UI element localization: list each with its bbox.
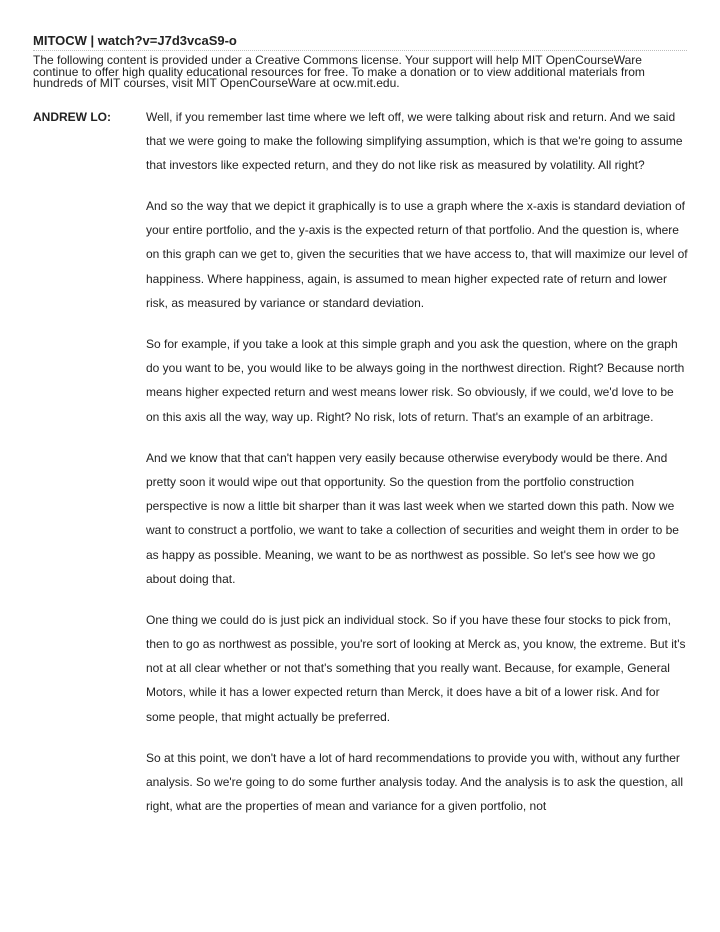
transcript-paragraph: So at this point, we don't have a lot of hard recommendations to provide you with, without any further analysis. So we're going to do some further analysis today. And the analysis is to ask the question, all right, what are the properties of mean and variance for a given portfolio, not [146, 751, 684, 814]
transcript-paragraph: One thing we could do is just pick an individual stock. So if you have these four stocks to pick from, then to go as northwest as possible, you're sort of looking at Merck as, you know, the extreme. But it's not at all clear whether or not that's something that you really want. Because, for example, General Motors, while it has a lower expected return than Merck, it does have a bit of a lower risk. And for some people, that might actually be preferred. [146, 613, 686, 724]
document-title: MITOCW | watch?v=J7d3vcaS9-o [33, 33, 237, 48]
speaker-label: ANDREW LO: [33, 109, 111, 124]
license-notice: The following content is provided under a Creative Commons license. Your support will help MIT OpenCourseWare continue to offer high quality educational resources for free. To make a donation or to view additional materials from hundreds of MIT courses, visit MIT OpenCourseWare at ocw.mit.edu. [33, 53, 645, 90]
title-divider [33, 50, 687, 51]
transcript-paragraph: And we know that that can't happen very easily because otherwise everybody would be there. And pretty soon it would wipe out that opportunity. So the question from the portfolio construction perspective is now a little bit sharper than it was last week when we started down this path. Now we want to construct a portfolio, we want to take a collection of securities and weight them in order to be as happy as possible. Meaning, we want to be as northwest as possible. So let's see how we go about doing that. [146, 451, 679, 586]
transcript-paragraph: So for example, if you take a look at this simple graph and you ask the question, where on the graph do you want to be, you would like to be always going in the northwest direction. Right? Because north means higher expected return and west means lower risk. So obviously, if we could, we'd love to be on this axis all the way, way up. Right? No risk, lots of return. That's an example of an arbitrage. [146, 337, 685, 424]
transcript-paragraph: Well, if you remember last time where we left off, we were talking about risk and return. And we said that we were going to make the following simplifying assumption, which is that we're going to assume that investors like expected return, and they do not like risk as measured by volatility. All right? [146, 109, 683, 172]
transcript-block [33, 105, 687, 819]
transcript-paragraph: And so the way that we depict it graphically is to use a graph where the x-axis is standard deviation of your entire portfolio, and the y-axis is the expected return of that portfolio. And the question is, where on this graph can we get to, given the securities that we have access to, that will maximize our level of happiness. Where happiness, again, is assumed to mean higher expected rate of return and lower risk, as measured by variance or standard deviation. [146, 199, 688, 310]
document-page [33, 33, 687, 836]
speech-body [146, 105, 688, 819]
